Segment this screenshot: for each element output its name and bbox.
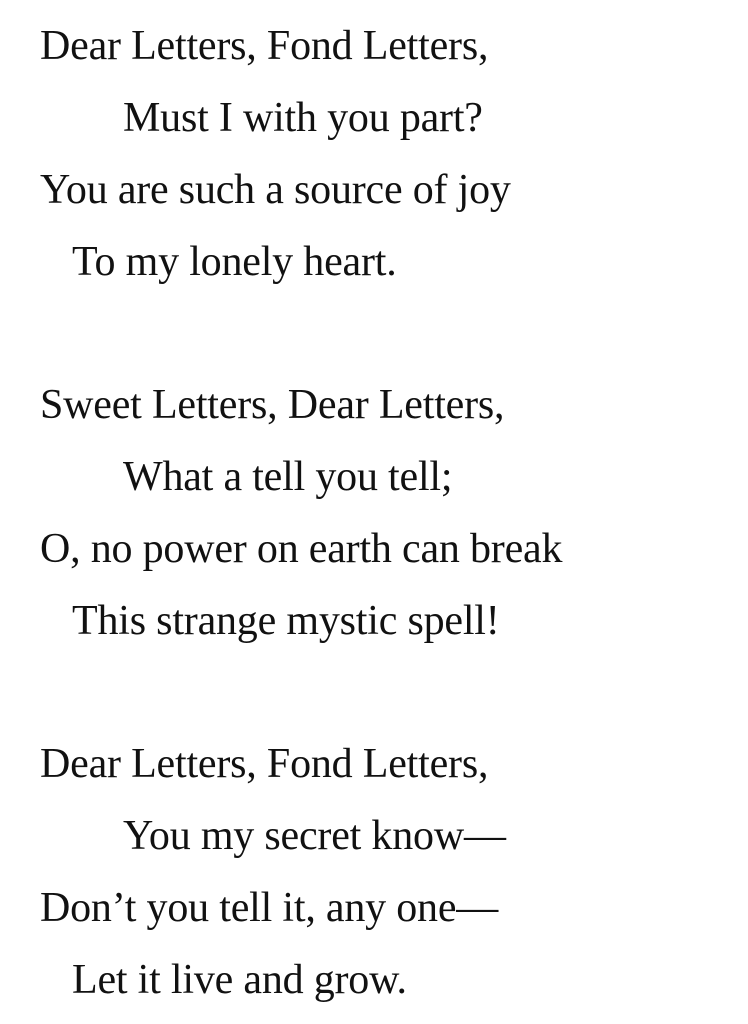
poem-line: You are such a source of joy bbox=[40, 167, 511, 213]
poem-line: Let it live and grow. bbox=[72, 957, 407, 1003]
poem-line: Must I with you part? bbox=[123, 95, 483, 141]
poem-line: O, no power on earth can break bbox=[40, 526, 563, 572]
poem-line: Dear Letters, Fond Letters, bbox=[40, 23, 489, 69]
poem-line: Dear Letters, Fond Letters, bbox=[40, 741, 489, 787]
poem-line: What a tell you tell; bbox=[123, 454, 453, 500]
poem-line: This strange mystic spell! bbox=[72, 598, 500, 644]
poem-line: Don’t you tell it, any one— bbox=[40, 885, 499, 931]
poem-line: To my lonely heart. bbox=[72, 239, 397, 285]
poem-line: Sweet Letters, Dear Letters, bbox=[40, 382, 505, 428]
poem-line: You my secret know— bbox=[123, 813, 506, 859]
